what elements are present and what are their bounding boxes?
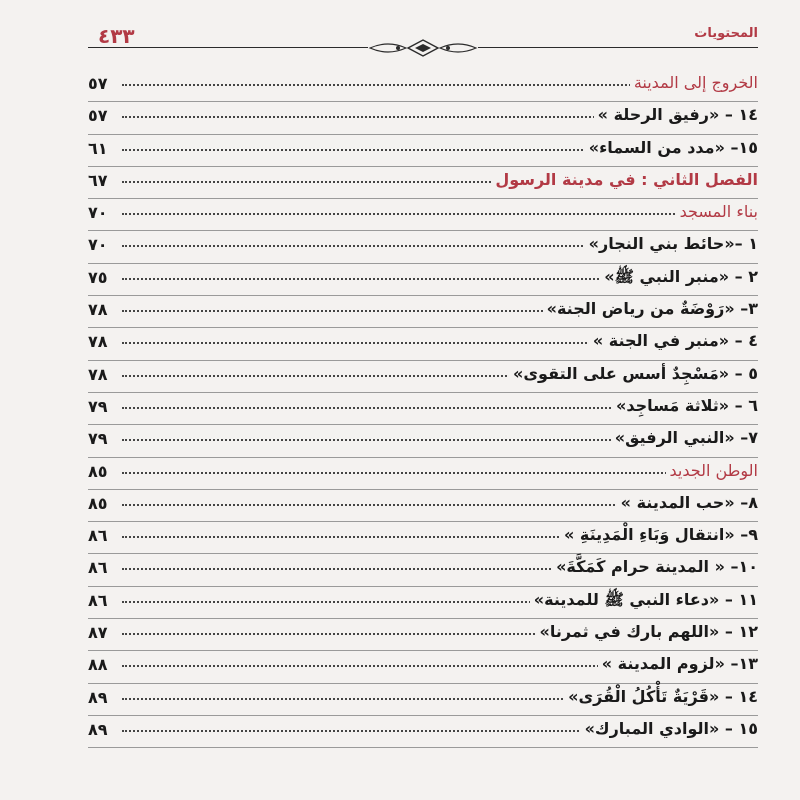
toc-entry[interactable] bbox=[88, 587, 758, 619]
toc-entry-title: ٨– «حب المدينة » bbox=[617, 493, 758, 512]
toc-entry-title: ٤ – «منبر في الجنة » bbox=[589, 331, 758, 350]
page-header bbox=[88, 26, 758, 56]
toc-entry-title: ١٢ – «اللهم بارك في ثمرنا» bbox=[536, 622, 758, 641]
toc-entry[interactable] bbox=[88, 522, 758, 554]
toc-page-number: ٧٨ bbox=[88, 332, 112, 351]
toc-entry-title: ١٠– « المدينة حرام كَمَكَّةَ» bbox=[552, 557, 758, 576]
toc-page-number: ٨٩ bbox=[88, 720, 112, 739]
toc-page-number: ٨٦ bbox=[88, 558, 112, 577]
toc-entry-title: ١٤ – «رفيق الرحلة » bbox=[594, 105, 758, 124]
toc-entry[interactable] bbox=[88, 716, 758, 748]
toc-entry[interactable] bbox=[88, 135, 758, 167]
toc-page-number: ٧٥ bbox=[88, 268, 112, 287]
toc-entry[interactable] bbox=[88, 684, 758, 716]
dot-leader bbox=[122, 472, 758, 474]
toc-page-number: ٧٨ bbox=[88, 365, 112, 384]
toc-entry[interactable] bbox=[88, 425, 758, 457]
toc-entry-title: ١٣– «لزوم المدينة » bbox=[598, 654, 758, 673]
toc-heading[interactable] bbox=[88, 70, 758, 102]
toc-page-number: ٥٧ bbox=[88, 74, 112, 93]
toc-page-number: ٨٨ bbox=[88, 655, 112, 674]
toc-entry-title: ٣– «رَوْضَةٌ من رياض الجنة» bbox=[543, 299, 758, 318]
toc-page-number: ٨٦ bbox=[88, 526, 112, 545]
toc-page-number: ٨٥ bbox=[88, 494, 112, 513]
toc-heading[interactable] bbox=[88, 199, 758, 231]
toc-page-number: ٧٩ bbox=[88, 397, 112, 416]
toc-entry-title: ٥ – «مَسْجِدٌ أسس على التقوى» bbox=[509, 364, 758, 383]
toc-heading[interactable] bbox=[88, 458, 758, 490]
toc-heading[interactable] bbox=[88, 167, 758, 199]
toc-entry[interactable] bbox=[88, 619, 758, 651]
toc-page-number: ٨٥ bbox=[88, 462, 112, 481]
toc-entry-title: الوطن الجديد bbox=[666, 461, 758, 480]
table-of-contents bbox=[88, 70, 758, 748]
toc-entry[interactable] bbox=[88, 296, 758, 328]
toc-page-number: ٥٧ bbox=[88, 106, 112, 125]
toc-entry-title: الفصل الثاني : في مدينة الرسول bbox=[491, 170, 758, 189]
ornament-icon bbox=[368, 38, 478, 58]
toc-page-number: ٧٠ bbox=[88, 235, 112, 254]
toc-entry[interactable] bbox=[88, 554, 758, 586]
toc-entry[interactable] bbox=[88, 490, 758, 522]
toc-entry-title: الخروج إلى المدينة bbox=[630, 73, 758, 92]
toc-entry[interactable] bbox=[88, 264, 758, 296]
toc-entry-title: ٢ – «منبر النبي ﷺ» bbox=[600, 267, 758, 290]
toc-page-number: ٦١ bbox=[88, 139, 112, 158]
page-number: ٤٣٣ bbox=[98, 24, 135, 48]
toc-page-number: ٨٧ bbox=[88, 623, 112, 642]
toc-entry-title: ١٥– «مدد من السماء» bbox=[585, 138, 758, 157]
toc-entry-title: ١١ – «دعاء النبي ﷺ للمدينة» bbox=[530, 590, 758, 613]
dot-leader bbox=[122, 213, 758, 215]
toc-entry-title: ١٥ – «الوادي المبارك» bbox=[581, 719, 758, 738]
toc-entry-title: بناء المسجد bbox=[676, 202, 758, 221]
toc-entry[interactable] bbox=[88, 328, 758, 360]
toc-entry-title: ٦ – «ثلاثة مَساجِد» bbox=[612, 396, 758, 415]
toc-entry[interactable] bbox=[88, 102, 758, 134]
toc-entry[interactable] bbox=[88, 361, 758, 393]
toc-entry[interactable] bbox=[88, 651, 758, 683]
toc-entry-title: ١ –«حائط بني النجار» bbox=[585, 234, 758, 253]
toc-entry[interactable] bbox=[88, 393, 758, 425]
running-title: المحتويات bbox=[694, 26, 758, 41]
toc-page-number: ٧٩ bbox=[88, 429, 112, 448]
toc-entry-title: ٩– «انتقال وَبَاءِ الْمَدِينَةِ » bbox=[560, 525, 758, 544]
toc-entry-title: ١٤ – «قَرْيَةٌ تَأْكُلُ الْقُرَى» bbox=[564, 687, 758, 706]
toc-entry[interactable] bbox=[88, 231, 758, 263]
toc-entry-title: ٧– «النبي الرفيق» bbox=[611, 428, 758, 447]
toc-page-number: ٧٨ bbox=[88, 300, 112, 319]
toc-page-number: ٨٦ bbox=[88, 591, 112, 610]
toc-page-number: ٧٠ bbox=[88, 203, 112, 222]
toc-page-number: ٨٩ bbox=[88, 688, 112, 707]
toc-page-number: ٦٧ bbox=[88, 171, 112, 190]
